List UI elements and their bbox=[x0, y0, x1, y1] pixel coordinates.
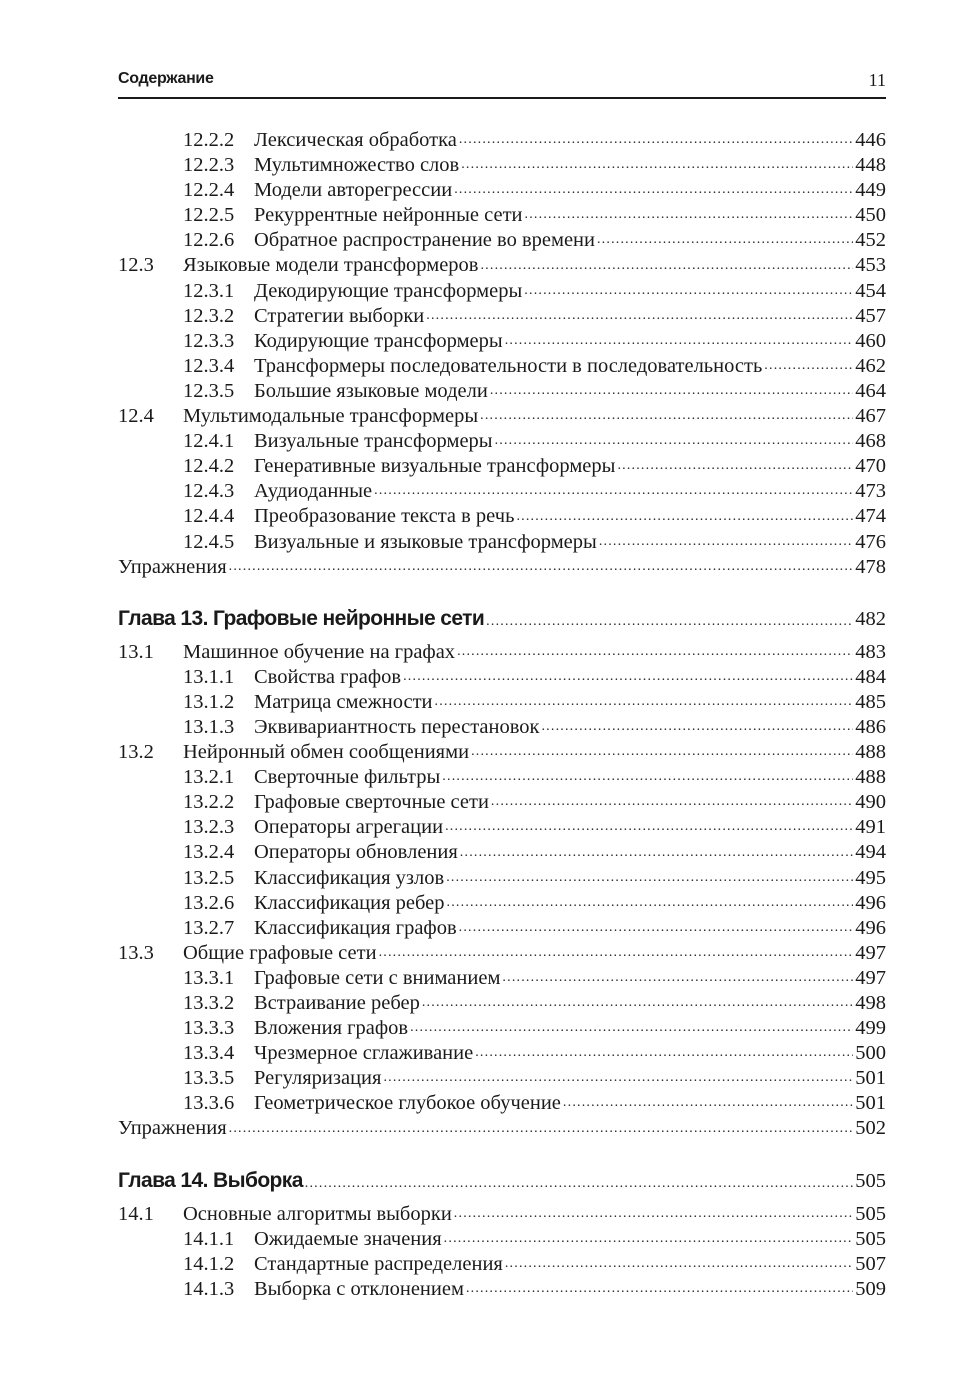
toc-entry-title: Графовые сети с вниманием bbox=[254, 966, 502, 991]
toc-entry[interactable] bbox=[118, 1091, 886, 1116]
toc-entry-number: 13.3.2 bbox=[183, 992, 235, 1014]
toc-entry[interactable] bbox=[118, 891, 886, 916]
toc-entry-number: 13.1.2 bbox=[183, 690, 235, 713]
toc-entry[interactable] bbox=[118, 740, 886, 765]
dot-leader bbox=[444, 1227, 854, 1252]
toc-entry-title: Операторы обновления bbox=[254, 840, 460, 865]
toc-entry[interactable] bbox=[118, 790, 886, 815]
toc-entry-page: 505 bbox=[855, 1227, 886, 1250]
toc-entry[interactable] bbox=[118, 329, 886, 354]
toc-entry-number: 12.3.5 bbox=[183, 379, 235, 402]
dot-leader bbox=[599, 530, 853, 555]
dot-leader bbox=[617, 454, 853, 479]
toc-entry-page: 502 bbox=[855, 1117, 886, 1140]
toc-entry-page: 483 bbox=[855, 640, 886, 663]
dot-leader bbox=[466, 1277, 853, 1302]
dot-leader bbox=[459, 128, 853, 153]
toc-entry-title: Регуляризация bbox=[254, 1066, 383, 1091]
dot-leader bbox=[505, 1252, 853, 1277]
toc-entry-page: 507 bbox=[855, 1252, 886, 1275]
toc-entry[interactable] bbox=[118, 1016, 886, 1041]
toc-entry-page: 467 bbox=[855, 405, 886, 428]
dot-leader bbox=[480, 253, 853, 278]
toc-entry-number: 13.3 bbox=[118, 941, 154, 964]
toc-entry-number: 12.4.5 bbox=[183, 530, 235, 553]
toc-entry-number: 12.2.6 bbox=[183, 229, 235, 252]
toc-entry-page: 509 bbox=[855, 1277, 886, 1300]
dot-leader bbox=[490, 379, 853, 404]
toc-entry-page: 450 bbox=[855, 204, 886, 227]
dot-leader bbox=[374, 479, 853, 504]
dot-leader bbox=[495, 429, 854, 454]
toc-entry-title: Нейронный обмен сообщениями bbox=[183, 740, 471, 765]
toc-entry[interactable] bbox=[118, 840, 886, 865]
toc-entry-page: 462 bbox=[855, 354, 886, 377]
dot-leader bbox=[541, 715, 853, 740]
toc-entry-page: 497 bbox=[855, 941, 886, 964]
toc-entry-page: 470 bbox=[855, 455, 886, 478]
toc-entry-title: Ожидаемые значения bbox=[254, 1227, 444, 1252]
toc-entry[interactable] bbox=[118, 715, 886, 740]
header-title: Содержание bbox=[118, 70, 214, 87]
toc-entry-title: Языковые модели трансформеров bbox=[183, 253, 480, 278]
toc-entry-number: 13.1.1 bbox=[183, 665, 235, 688]
toc-entry-title: Машинное обучение на графах bbox=[183, 640, 457, 665]
toc-entry[interactable] bbox=[118, 966, 886, 991]
toc-entry-page: 446 bbox=[855, 129, 886, 151]
toc-entry-page: 500 bbox=[855, 1042, 886, 1065]
dot-leader bbox=[460, 840, 853, 865]
toc-entry-title: Чрезмерное сглаживание bbox=[254, 1041, 475, 1066]
dot-leader bbox=[457, 640, 853, 665]
toc-entry-number: 13.2.4 bbox=[183, 841, 235, 864]
toc-entry-number: 12.2.4 bbox=[183, 179, 235, 202]
dot-leader bbox=[422, 991, 853, 1016]
toc-entry-title: Кодирующие трансформеры bbox=[254, 329, 505, 354]
toc-entry-title: Лексическая обработка bbox=[254, 128, 459, 153]
dot-leader bbox=[505, 329, 854, 354]
toc-entry-title: Упражнения bbox=[118, 555, 229, 580]
toc-entry-page: 497 bbox=[855, 966, 886, 989]
toc-entry-title: Глава 13. Графовые нейронные сети bbox=[118, 603, 486, 635]
toc-entry-number: 12.3.2 bbox=[183, 304, 235, 327]
dot-leader bbox=[229, 555, 854, 580]
toc-entry-number: 12.3.3 bbox=[183, 329, 235, 352]
dot-leader bbox=[447, 891, 854, 916]
toc-entry-page: 496 bbox=[855, 891, 886, 914]
toc-entry-title: Сверточные фильтры bbox=[254, 765, 442, 790]
toc-entry-number: 13.2.7 bbox=[183, 916, 235, 939]
dot-leader bbox=[454, 1202, 853, 1227]
toc-entry-page: 501 bbox=[855, 1092, 886, 1115]
toc-entry-page: 453 bbox=[855, 254, 886, 277]
toc-entry-number: 12.4.2 bbox=[183, 455, 235, 478]
toc-entry-title: Большие языковые модели bbox=[254, 379, 490, 404]
toc-entry-page: 468 bbox=[855, 430, 886, 453]
dot-leader bbox=[454, 178, 853, 203]
toc-entry-title: Трансформеры последовательности в последовательность bbox=[254, 354, 764, 379]
toc-entry-title: Генеративные визуальные трансформеры bbox=[254, 454, 617, 479]
toc-entry-page: 482 bbox=[855, 607, 886, 630]
toc-entry-title: Свойства графов bbox=[254, 665, 403, 690]
toc-entry-number: 14.1.2 bbox=[183, 1252, 235, 1275]
toc-entry-page: 476 bbox=[855, 530, 886, 553]
toc-entry-title: Мультимодальные трансформеры bbox=[183, 404, 480, 429]
toc-entry[interactable] bbox=[118, 530, 886, 555]
dot-leader bbox=[426, 304, 853, 329]
toc-entry-title: Декодирующие трансформеры bbox=[254, 279, 524, 304]
dot-leader bbox=[442, 765, 853, 790]
toc-entry-page: 474 bbox=[855, 505, 886, 528]
toc-entry[interactable] bbox=[118, 1277, 886, 1302]
toc-entry[interactable] bbox=[118, 203, 886, 228]
toc-entry-number: 13.1 bbox=[118, 640, 154, 663]
dot-leader bbox=[461, 153, 853, 178]
dot-leader bbox=[502, 966, 853, 991]
toc-entry-title: Классификация графов bbox=[254, 916, 459, 941]
toc-entry-title: Матрица смежности bbox=[254, 690, 435, 715]
running-header bbox=[118, 66, 886, 96]
toc-entry-title: Эквивариантность перестановок bbox=[254, 715, 541, 740]
toc-entry-page: 488 bbox=[855, 741, 886, 764]
toc-entry-title: Визуальные и языковые трансформеры bbox=[254, 530, 599, 555]
dot-leader bbox=[403, 665, 853, 690]
toc-entry-title: Упражнения bbox=[118, 1116, 229, 1141]
dot-leader bbox=[410, 1016, 853, 1041]
toc-entry[interactable] bbox=[118, 765, 886, 790]
toc-entry-number: 13.3.6 bbox=[183, 1092, 235, 1115]
toc-entry-page: 495 bbox=[855, 866, 886, 889]
toc-entry[interactable] bbox=[118, 429, 886, 454]
toc-entry-number: 13.3.5 bbox=[183, 1067, 235, 1090]
toc-entry[interactable] bbox=[118, 479, 886, 504]
toc-entry-number: 12.3.1 bbox=[183, 279, 235, 302]
toc-entry-page: 496 bbox=[855, 916, 886, 939]
toc-entry[interactable] bbox=[118, 178, 886, 203]
toc-entry[interactable] bbox=[118, 228, 886, 253]
dot-leader bbox=[597, 228, 853, 253]
toc-entry-number: 14.1.1 bbox=[183, 1227, 235, 1250]
toc-entry-title: Рекуррентные нейронные сети bbox=[254, 203, 525, 228]
toc-entry-title: Стратегии выборки bbox=[254, 304, 426, 329]
dot-leader bbox=[563, 1091, 853, 1116]
toc-entry[interactable] bbox=[118, 640, 886, 665]
toc-entry[interactable] bbox=[118, 1066, 886, 1091]
toc-entry-page: 484 bbox=[855, 665, 886, 688]
toc-entry[interactable] bbox=[118, 404, 886, 429]
toc-entry-page: 505 bbox=[855, 1169, 886, 1192]
dot-leader bbox=[480, 404, 853, 429]
dot-leader bbox=[459, 916, 854, 941]
toc-entry-page: 478 bbox=[855, 555, 886, 578]
toc-entry-page: 486 bbox=[855, 715, 886, 738]
dot-leader bbox=[764, 354, 853, 379]
dot-leader bbox=[379, 941, 854, 966]
toc-entry-number: 12.2.3 bbox=[183, 154, 235, 177]
toc-entry-number: 13.1.3 bbox=[183, 715, 235, 738]
toc-entry-page: 473 bbox=[855, 480, 886, 503]
toc-entry[interactable] bbox=[118, 454, 886, 479]
toc-entry[interactable] bbox=[118, 916, 886, 941]
toc-entry-page: 490 bbox=[855, 791, 886, 814]
toc-entry-page: 491 bbox=[855, 816, 886, 839]
toc-entry-number: 12.3.4 bbox=[183, 354, 235, 377]
toc-entry-title: Классификация ребер bbox=[254, 891, 447, 916]
dot-leader bbox=[435, 690, 854, 715]
toc-entry[interactable] bbox=[118, 665, 886, 690]
toc-entry[interactable] bbox=[118, 1202, 886, 1227]
toc-entry[interactable] bbox=[118, 941, 886, 966]
toc-entry-title: Основные алгоритмы выборки bbox=[183, 1202, 454, 1227]
toc-entry-page: 448 bbox=[855, 154, 886, 177]
toc-entry-title: Общие графовые сети bbox=[183, 941, 379, 966]
toc-entry-title: Графовые сверточные сети bbox=[254, 790, 491, 815]
toc-entry-page: 488 bbox=[855, 766, 886, 789]
dot-leader bbox=[383, 1066, 853, 1091]
header-rule bbox=[118, 97, 886, 99]
toc-entry[interactable] bbox=[118, 1041, 886, 1066]
toc-entry-number: 13.2.6 bbox=[183, 891, 235, 914]
toc-entry-number: 12.4.3 bbox=[183, 480, 235, 503]
toc-entry-page: 464 bbox=[855, 379, 886, 402]
toc-chapter-entry[interactable] bbox=[118, 603, 886, 635]
dot-leader bbox=[305, 1165, 853, 1197]
toc-entry-number: 13.3.4 bbox=[183, 1042, 235, 1065]
toc-entry-number: 12.4 bbox=[118, 405, 154, 428]
toc-entry-number: 13.3.3 bbox=[183, 1017, 235, 1040]
toc-entry-number: 14.1 bbox=[118, 1202, 154, 1225]
toc-entry-number: 14.1.3 bbox=[183, 1277, 235, 1300]
toc-entry-title: Встраивание ребер bbox=[254, 991, 422, 1016]
toc-entry-title: Вложения графов bbox=[254, 1016, 410, 1041]
toc-entry-title: Операторы агрегации bbox=[254, 815, 445, 840]
dot-leader bbox=[445, 815, 853, 840]
toc-entry[interactable] bbox=[118, 1252, 886, 1277]
dot-leader bbox=[525, 203, 854, 228]
toc-entry-number: 13.2.3 bbox=[183, 816, 235, 839]
toc-entry-number: 12.2.5 bbox=[183, 204, 235, 227]
toc-entry-page: 460 bbox=[855, 329, 886, 352]
toc-entry-number: 13.2.5 bbox=[183, 866, 235, 889]
toc-entry[interactable] bbox=[118, 815, 886, 840]
toc-entry[interactable] bbox=[118, 866, 886, 891]
toc-entry-page: 452 bbox=[855, 229, 886, 252]
toc-chapter-entry[interactable] bbox=[118, 1165, 886, 1197]
dot-leader bbox=[446, 866, 853, 891]
toc-entry-title: Глава 14. Выборка bbox=[118, 1165, 305, 1197]
header-page-number: 11 bbox=[868, 70, 886, 90]
toc-entry[interactable] bbox=[118, 991, 886, 1016]
toc-entry-page: 457 bbox=[855, 304, 886, 327]
toc-entry-title: Модели авторегрессии bbox=[254, 178, 454, 203]
dot-leader bbox=[229, 1116, 854, 1141]
toc-entry-page: 454 bbox=[855, 279, 886, 302]
toc-entry-title: Классификация узлов bbox=[254, 866, 446, 891]
toc-entry-number: 13.2.1 bbox=[183, 766, 235, 789]
dot-leader bbox=[475, 1041, 853, 1066]
toc-entry-page: 501 bbox=[855, 1067, 886, 1090]
toc-entry-page: 505 bbox=[855, 1202, 886, 1225]
toc-entry-page: 449 bbox=[855, 179, 886, 202]
toc-entry[interactable] bbox=[118, 304, 886, 329]
dot-leader bbox=[471, 740, 853, 765]
toc-entry-title: Преобразование текста в речь bbox=[254, 504, 516, 529]
toc-entry-number: 13.3.1 bbox=[183, 966, 235, 989]
toc-entry-title: Обратное распространение во времени bbox=[254, 228, 597, 253]
toc-entry-number: 12.4.1 bbox=[183, 430, 235, 453]
toc-entry-number: 12.4.4 bbox=[183, 505, 235, 528]
toc-entry[interactable] bbox=[118, 379, 886, 404]
toc-entry-number: 13.2 bbox=[118, 741, 154, 764]
toc-entry-title: Выборка с отклонением bbox=[254, 1277, 466, 1302]
dot-leader bbox=[486, 603, 853, 635]
dot-leader bbox=[491, 790, 853, 815]
toc-entry[interactable] bbox=[118, 1116, 886, 1141]
toc-entry-number: 13.2.2 bbox=[183, 791, 235, 814]
toc-entry-title: Геометрическое глубокое обучение bbox=[254, 1091, 563, 1116]
toc-entry[interactable] bbox=[118, 690, 886, 715]
table-of-contents bbox=[118, 128, 886, 1302]
toc-entry-number: 12.2.2 bbox=[183, 129, 235, 151]
toc-entry[interactable] bbox=[118, 1227, 886, 1252]
toc-entry[interactable] bbox=[118, 253, 886, 278]
dot-leader bbox=[524, 279, 853, 304]
toc-entry-title: Стандартные распределения bbox=[254, 1252, 505, 1277]
toc-entry-page: 485 bbox=[855, 690, 886, 713]
toc-entry-page: 494 bbox=[855, 841, 886, 864]
toc-entry-page: 498 bbox=[855, 992, 886, 1014]
toc-entry[interactable] bbox=[118, 153, 886, 178]
toc-entry[interactable] bbox=[118, 354, 886, 379]
toc-entry-title: Мультимножество слов bbox=[254, 153, 461, 178]
toc-entry-number: 12.3 bbox=[118, 254, 154, 277]
toc-entry[interactable] bbox=[118, 555, 886, 580]
toc-entry-title: Визуальные трансформеры bbox=[254, 429, 495, 454]
toc-entry-title: Аудиоданные bbox=[254, 479, 374, 504]
toc-entry-page: 499 bbox=[855, 1017, 886, 1040]
toc-entry[interactable] bbox=[118, 279, 886, 304]
toc-entry[interactable] bbox=[118, 504, 886, 529]
dot-leader bbox=[516, 504, 853, 529]
toc-entry[interactable] bbox=[118, 128, 886, 153]
